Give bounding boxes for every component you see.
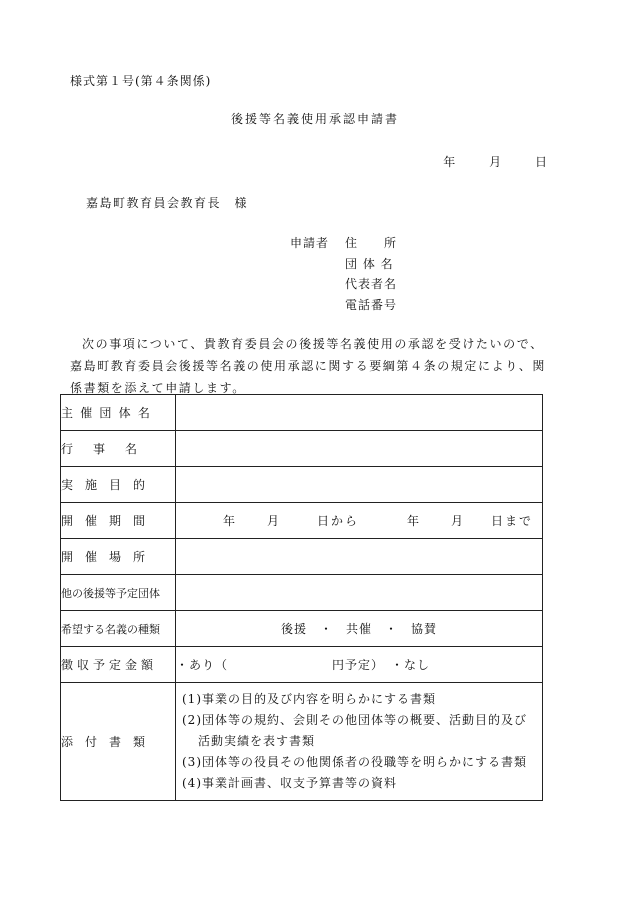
row-fee: [61, 647, 543, 683]
applicant-address-label: 住 所: [345, 236, 398, 250]
period-start-month: 月: [266, 514, 279, 528]
period-end-month: 月: [450, 514, 463, 528]
attachment-item-3: (3)団体等の役員その他関係者の役職等を明らかにする書類: [182, 755, 528, 769]
attachment-item-2: (2)団体等の規約、会則その他団体等の概要、活動目的及び: [182, 713, 528, 727]
row-purpose: [61, 467, 543, 503]
addressee: 嘉島町教育員会教育長 様: [86, 196, 249, 210]
application-table: [60, 394, 543, 801]
date-year: 年: [443, 155, 456, 169]
paragraph-line-3: 係書類を添えて申請します。: [70, 381, 246, 395]
paragraph-line-1: 次の事項について、貴教育委員会の後援等名義使用の承認を受けたいので、: [82, 337, 544, 351]
paragraph-line-2: 嘉島町教育委員会後援等名義の使用承認に関する要綱第４条の規定により、関: [70, 359, 547, 373]
applicant-phone-label: 電話番号: [345, 298, 398, 312]
fee-label: 徴 収 予 定 金 額: [61, 647, 176, 683]
period-start-day: 日から: [316, 514, 359, 528]
purpose-label: 実 施 目 的: [61, 467, 176, 503]
attachments-label: 添 付 書 類: [61, 683, 176, 801]
fee-field[interactable]: ・あり（ 円予定） ・なし: [176, 647, 543, 683]
other-sponsors-field[interactable]: [176, 575, 543, 611]
venue-field[interactable]: [176, 539, 543, 575]
attachment-item-4: (4)事業計画書、収支予算書等の資料: [182, 776, 397, 790]
purpose-field[interactable]: [176, 467, 543, 503]
row-desired-type: [61, 611, 543, 647]
attachment-item-1: (1)事業の目的及び内容を明らかにする書類: [182, 692, 436, 706]
applicant-label: 申請者: [290, 236, 330, 250]
organizer-field[interactable]: [176, 395, 543, 431]
other-sponsors-label: 他の後援等予定団体: [61, 575, 176, 611]
row-event-name: [61, 431, 543, 467]
period-label: 開 催 期 間: [61, 503, 176, 539]
period-start-year: 年: [222, 514, 235, 528]
date-day: 日: [534, 155, 547, 169]
row-attachments: [61, 683, 543, 801]
organizer-label: 主 催 団 体 名: [61, 395, 176, 431]
event-name-label: 行 事 名: [61, 431, 176, 467]
attachment-item-2-cont: 活動実績を表す書類: [198, 734, 316, 748]
date-line: [413, 153, 547, 170]
applicant-org-label: 団 体 名: [345, 257, 394, 271]
attachments-list: [176, 683, 543, 801]
venue-label: 開 催 場 所: [61, 539, 176, 575]
document-title: 後援等名義使用承認申請書: [230, 112, 399, 126]
applicant-rep-label: 代表者名: [345, 277, 398, 291]
desired-type-options[interactable]: 後援 ・ 共催 ・ 協賛: [176, 611, 543, 647]
form-number-label: 様式第１号(第４条関係): [70, 74, 212, 88]
desired-type-label: 希望する名義の種類: [61, 611, 176, 647]
row-organizer: [61, 395, 543, 431]
period-field[interactable]: [176, 503, 543, 539]
row-period: [61, 503, 543, 539]
request-paragraph: [70, 333, 556, 399]
period-end-day: 日まで: [490, 514, 533, 528]
row-venue: [61, 539, 543, 575]
date-month: 月: [489, 155, 502, 169]
row-other-sponsors: [61, 575, 543, 611]
period-end-year: 年: [406, 514, 419, 528]
event-name-field[interactable]: [176, 431, 543, 467]
